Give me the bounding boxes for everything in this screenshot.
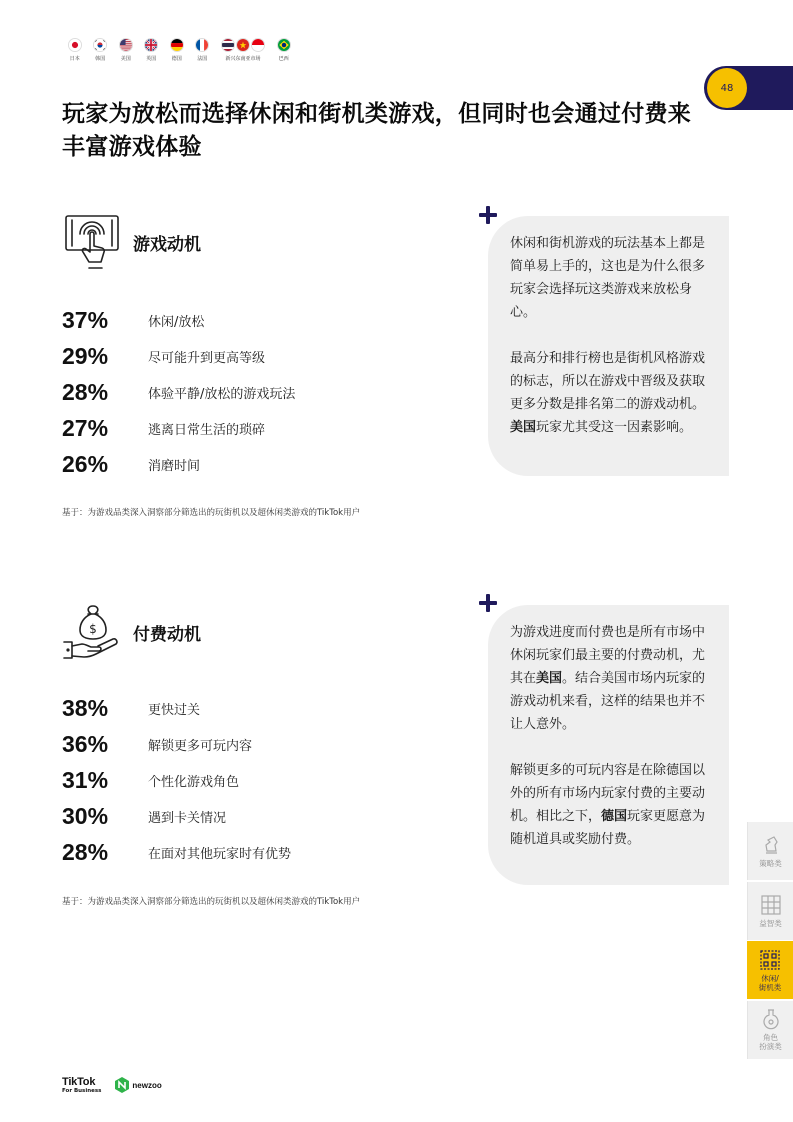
stat-row bbox=[62, 798, 291, 834]
tab-label: 角色 扮演类 bbox=[759, 1033, 782, 1051]
newzoo-logo bbox=[113, 1076, 161, 1094]
flag-japan bbox=[62, 38, 88, 62]
play-motivation-stats bbox=[62, 302, 295, 482]
korea-flag-icon bbox=[93, 38, 107, 52]
arcade-grid-icon bbox=[759, 949, 781, 971]
brazil-flag-icon bbox=[277, 38, 291, 52]
base-note: 基于：为游戏品类深入洞察部分筛选出的玩街机以及超休闲类游戏的TikTok用户 bbox=[62, 508, 361, 518]
southeast-asia-flags-icon bbox=[221, 38, 265, 52]
tab-label: 休闲/ 街机类 bbox=[758, 973, 782, 992]
page-number-badge bbox=[704, 66, 793, 110]
stat-percent: 37% bbox=[62, 306, 109, 333]
newzoo-mark-icon bbox=[113, 1076, 131, 1094]
callout-paragraph: 休闲和街机游戏的玩法基本上都是简单易上手的，这也是为什么很多玩家会选择玩这类游戏来放松身心。 bbox=[510, 236, 706, 320]
plus-icon bbox=[479, 206, 497, 224]
flag-brazil bbox=[271, 38, 297, 62]
tiktok-subtitle: For Business bbox=[62, 1088, 102, 1094]
flag-label: 日本 bbox=[69, 56, 80, 62]
flag-germany bbox=[164, 38, 190, 62]
stat-row bbox=[62, 302, 295, 338]
stat-percent: 28% bbox=[62, 838, 109, 865]
flag-label: 英国 bbox=[146, 56, 157, 62]
touch-screen-icon bbox=[62, 212, 122, 272]
section-title: 游戏动机 bbox=[133, 234, 201, 255]
flag-label: 巴西 bbox=[278, 56, 289, 62]
potion-icon bbox=[760, 1008, 782, 1030]
callout-paragraph: 最高分和排行榜也是街机风格游戏的标志，所以在游戏中晋级及获取更多分数是排名第二的游戏动机。美国玩家尤其受这一因素影响。 bbox=[510, 351, 706, 435]
pay-motivation-stats bbox=[62, 690, 291, 870]
tab-role-playing[interactable] bbox=[747, 1001, 793, 1059]
tiktok-for-business-logo bbox=[62, 1076, 101, 1094]
stat-description: 更快过关 bbox=[148, 702, 201, 718]
stat-row bbox=[62, 374, 295, 410]
stat-percent: 36% bbox=[62, 730, 109, 757]
stat-description: 遇到卡关情况 bbox=[148, 810, 227, 826]
insight-callout-pay bbox=[488, 605, 729, 885]
flag-usa bbox=[113, 38, 139, 62]
callout-paragraph: 为游戏进度而付费也是所有市场中休闲玩家们最主要的付费动机，尤其在美国。结合美国市场内玩家的游戏动机来看，这样的结果也并不让人意外。 bbox=[510, 625, 706, 732]
plus-icon bbox=[479, 594, 497, 612]
tab-label: 益智类 bbox=[759, 918, 782, 928]
tab-casual-arcade[interactable] bbox=[747, 941, 793, 999]
stat-percent: 26% bbox=[62, 450, 109, 477]
stat-percent: 31% bbox=[62, 766, 109, 793]
uk-flag-icon bbox=[144, 38, 158, 52]
stat-description: 消磨时间 bbox=[148, 458, 201, 474]
footer-logos bbox=[62, 1076, 162, 1094]
tab-strategy[interactable] bbox=[747, 822, 793, 880]
stat-percent: 28% bbox=[62, 378, 109, 405]
stat-description: 在面对其他玩家时有优势 bbox=[148, 846, 292, 862]
japan-flag-icon bbox=[68, 38, 82, 52]
section-header-pay-motivation bbox=[62, 602, 201, 662]
flag-france bbox=[190, 38, 216, 62]
stat-percent: 27% bbox=[62, 414, 109, 441]
money-bag-hand-icon bbox=[62, 602, 122, 662]
stat-percent: 29% bbox=[62, 342, 109, 369]
germany-flag-icon bbox=[170, 38, 184, 52]
section-title: 付费动机 bbox=[133, 624, 201, 645]
tab-label: 策略类 bbox=[759, 859, 782, 868]
stat-row bbox=[62, 690, 291, 726]
stat-row bbox=[62, 410, 295, 446]
flag-label: 韩国 bbox=[95, 56, 106, 62]
flag-label: 法国 bbox=[197, 56, 208, 62]
tab-puzzle[interactable] bbox=[747, 882, 793, 940]
stat-description: 体验平静/放松的游戏玩法 bbox=[148, 386, 296, 402]
stat-description: 逃离日常生活的琐碎 bbox=[148, 422, 266, 438]
stat-row bbox=[62, 338, 295, 374]
stat-row bbox=[62, 446, 295, 482]
stat-percent: 30% bbox=[62, 802, 109, 829]
svg-text:$: $ bbox=[89, 622, 97, 636]
flag-label: 德国 bbox=[171, 56, 182, 62]
stat-percent: 38% bbox=[62, 694, 109, 721]
newzoo-wordmark: newzoo bbox=[132, 1080, 162, 1090]
stat-row bbox=[62, 834, 291, 870]
puzzle-grid-icon bbox=[760, 894, 782, 916]
stat-row bbox=[62, 762, 291, 798]
base-note: 基于：为游戏品类深入洞察部分筛选出的玩街机以及超休闲类游戏的TikTok用户 bbox=[62, 897, 361, 907]
category-side-tabs bbox=[747, 822, 793, 1060]
usa-flag-icon bbox=[119, 38, 133, 52]
flag-label: 新兴东南亚市场 bbox=[225, 56, 261, 62]
france-flag-icon bbox=[195, 38, 209, 52]
insight-callout-play bbox=[488, 216, 729, 476]
flag-korea bbox=[88, 38, 114, 62]
flag-uk bbox=[139, 38, 165, 62]
flag-label: 美国 bbox=[120, 56, 131, 62]
chess-knight-icon bbox=[760, 834, 782, 856]
stat-description: 个性化游戏角色 bbox=[148, 774, 240, 790]
stat-description: 解锁更多可玩内容 bbox=[148, 738, 253, 754]
tiktok-wordmark: TikTok bbox=[62, 1076, 96, 1088]
market-flags bbox=[62, 38, 297, 62]
stat-description: 休闲/放松 bbox=[148, 314, 205, 330]
page-number: 48 bbox=[707, 68, 747, 108]
page-title: 玩家为放松而选择休闲和街机类游戏，但同时也会通过付费来丰富游戏体验 bbox=[62, 101, 692, 160]
flag-southeast-asia bbox=[215, 38, 271, 62]
stat-description: 尽可能升到更高等级 bbox=[148, 350, 266, 366]
section-header-play-motivation bbox=[62, 212, 201, 272]
stat-row bbox=[62, 726, 291, 762]
callout-paragraph: 解锁更多的可玩内容是在除德国以外的所有市场内玩家付费的主要动机。相比之下，德国玩家更愿意为随机道具或奖励付费。 bbox=[510, 763, 706, 847]
